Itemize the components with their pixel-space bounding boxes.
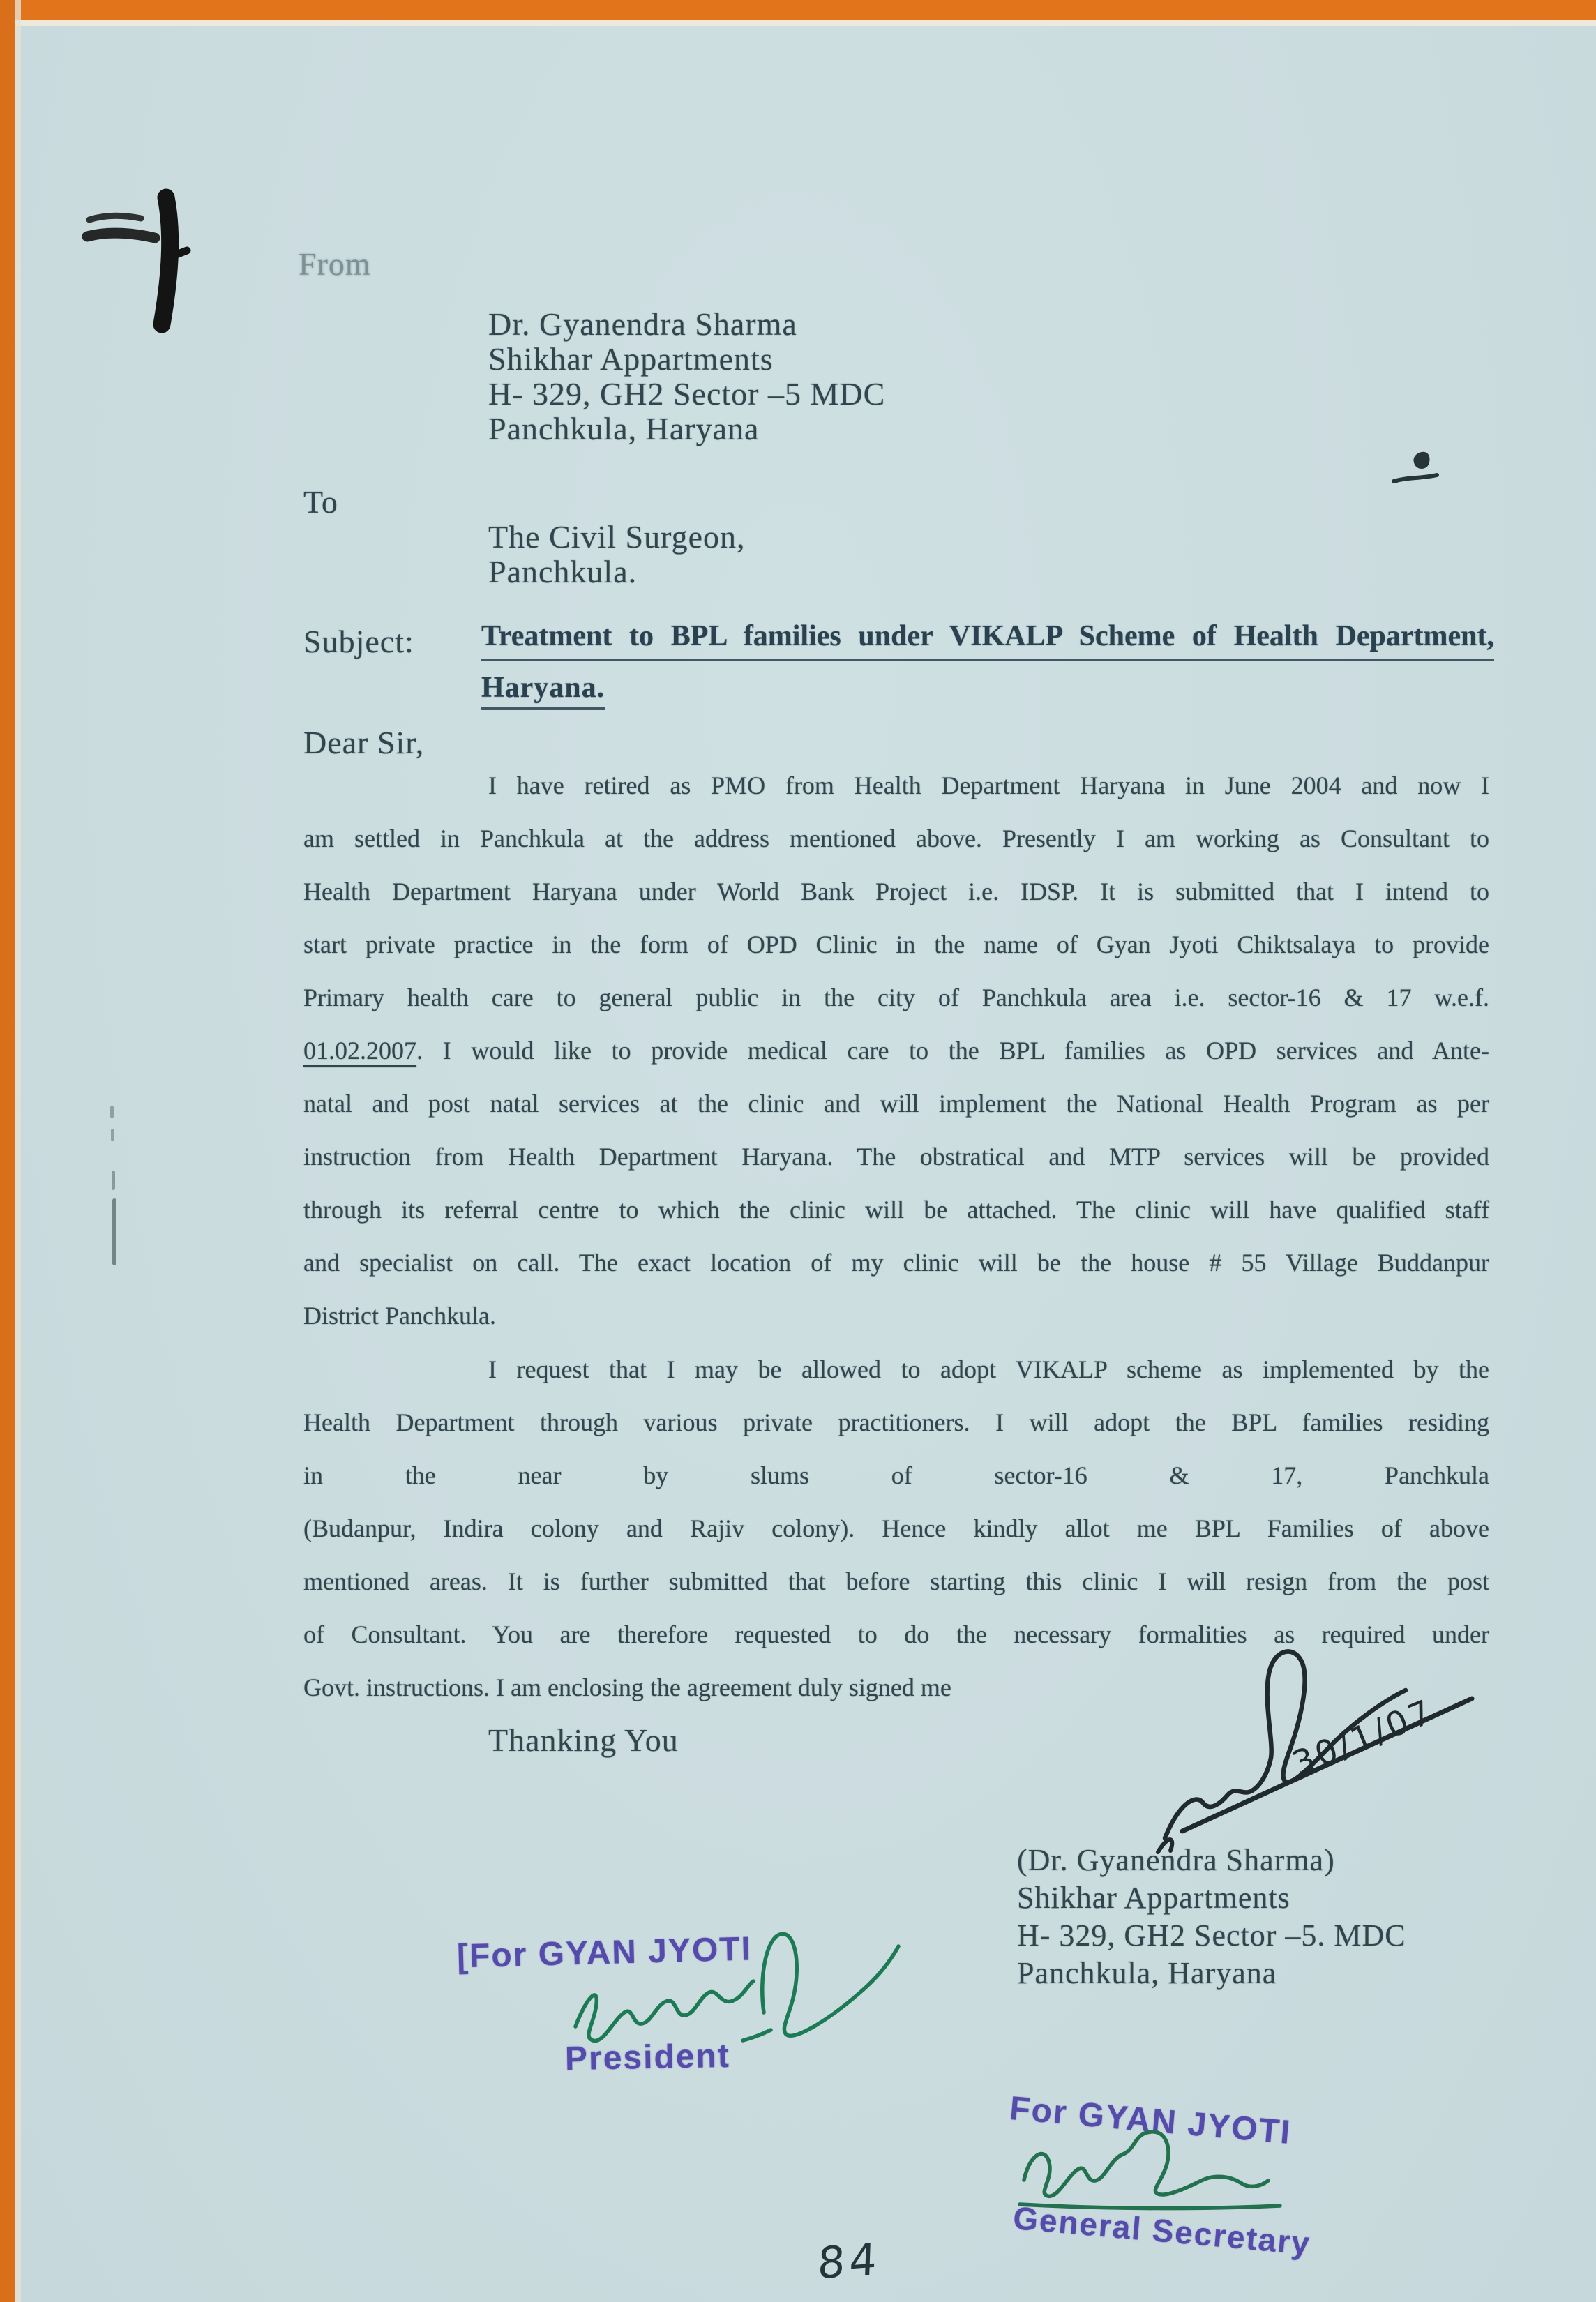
body-line: am settled in Panchkula at the address mentioned above. Presently I am working as Consultant to [303, 825, 1489, 852]
body-line: I have retired as PMO from Health Department Haryana in June 2004 and now I [488, 772, 1489, 799]
body-line-text: . I would like to provide medical care to the BPL families as OPD services and Ante- [416, 1037, 1489, 1065]
body-line: instruction from Health Department Haryana. The obstratical and MTP services will be provided [303, 1143, 1489, 1171]
subject-line-1: Treatment to BPL families under VIKALP Scheme of Health Department, [481, 619, 1494, 661]
body-line: Health Department through various private practitioners. I will adopt the BPL families residing [303, 1408, 1489, 1436]
body-line: (Budanpur, Indira colony and Rajiv colony). Hence kindly allot me BPL Families of above [303, 1514, 1489, 1542]
recipient-line: The Civil Surgeon, [488, 519, 746, 555]
signature-date: 30/1/07 [1287, 1692, 1440, 1784]
secretary-stamp-text: For GYAN JYOTI [1008, 2089, 1293, 2152]
body-line: mentioned areas. It is further submitted that before starting this clinic I will resign from the post [303, 1567, 1489, 1595]
president-stamp-text: [For GYAN JYOTI [456, 1930, 753, 1976]
body-line: I request that I may be allowed to adopt VIKALP scheme as implemented by the [488, 1355, 1489, 1383]
signer-address-line: Shikhar Appartments [1017, 1881, 1290, 1915]
scan-border-top [0, 0, 1596, 20]
pen-mark [70, 192, 209, 331]
body-line: start private practice in the form of OPD Clinic in the name of Gyan Jyoti Chiktsalaya to provide [303, 931, 1489, 958]
body-line: Health Department Haryana under World Bank Project i.e. IDSP. It is submitted that I intend to [303, 878, 1489, 905]
sender-address-line: Panchkula, Haryana [488, 411, 760, 446]
president-stamp-role: President [564, 2037, 731, 2078]
from-label: From [299, 246, 371, 282]
ink-mark [1388, 446, 1451, 488]
scan-paper-edge-top [0, 20, 1596, 26]
subject-line-2-wrap [481, 671, 605, 710]
body-line: natal and post natal services at the clinic and will implement the National Health Program as per [303, 1090, 1489, 1118]
body-line: in the near by slums of sector-16 & 17, Panchkula [303, 1461, 1489, 1489]
signer-name: (Dr. Gyanendra Sharma) [1017, 1843, 1335, 1877]
fold-mark [112, 1198, 116, 1265]
scan-border-left [0, 0, 15, 2302]
fold-mark [111, 1129, 114, 1141]
signer-address-line: Panchkula, Haryana [1017, 1956, 1277, 1990]
sender-address-line: Dr. Gyanendra Sharma [488, 306, 797, 342]
secretary-stamp-role: General Secretary [1011, 2199, 1313, 2262]
body-line [303, 1024, 1489, 1077]
body-paragraph-1 [303, 759, 1489, 1342]
closing: Thanking You [488, 1722, 679, 1758]
recipient-address [488, 520, 746, 589]
effective-date: 01.02.2007 [303, 1037, 416, 1065]
sender-address-line: Shikhar Appartments [488, 341, 774, 377]
page-number: 84 [816, 2233, 882, 2289]
sender-address-line: H- 329, GH2 Sector –5 MDC [488, 376, 886, 412]
body-line: Primary health care to general public in the city of Panchkula area i.e. sector-16 & 17 w.e.f. [303, 984, 1489, 1011]
subject-line-2: Haryana. [481, 671, 605, 710]
to-label: To [303, 484, 338, 520]
sender-address [488, 307, 885, 446]
body-line: of Consultant. You are therefore requested to do the necessary formalities as required under [303, 1620, 1489, 1648]
recipient-line: Panchkula. [488, 554, 638, 589]
scan-paper-edge-left [15, 0, 21, 2302]
body-line: Govt. instructions. I am enclosing the agreement duly signed me [303, 1673, 951, 1701]
fold-mark [112, 1171, 115, 1190]
body-line: District Panchkula. [303, 1302, 496, 1330]
fold-mark [110, 1106, 114, 1118]
signer-block [1017, 1842, 1406, 1992]
salutation: Dear Sir, [303, 725, 425, 760]
body-line: and specialist on call. The exact location of my clinic will be the house # 55 Village Buddanpur [303, 1249, 1489, 1277]
body-line: through its referral centre to which the clinic will be attached. The clinic will have qualified staff [303, 1196, 1489, 1224]
subject-label: Subject: [303, 624, 414, 659]
signer-address-line: H- 329, GH2 Sector –5. MDC [1017, 1918, 1406, 1953]
